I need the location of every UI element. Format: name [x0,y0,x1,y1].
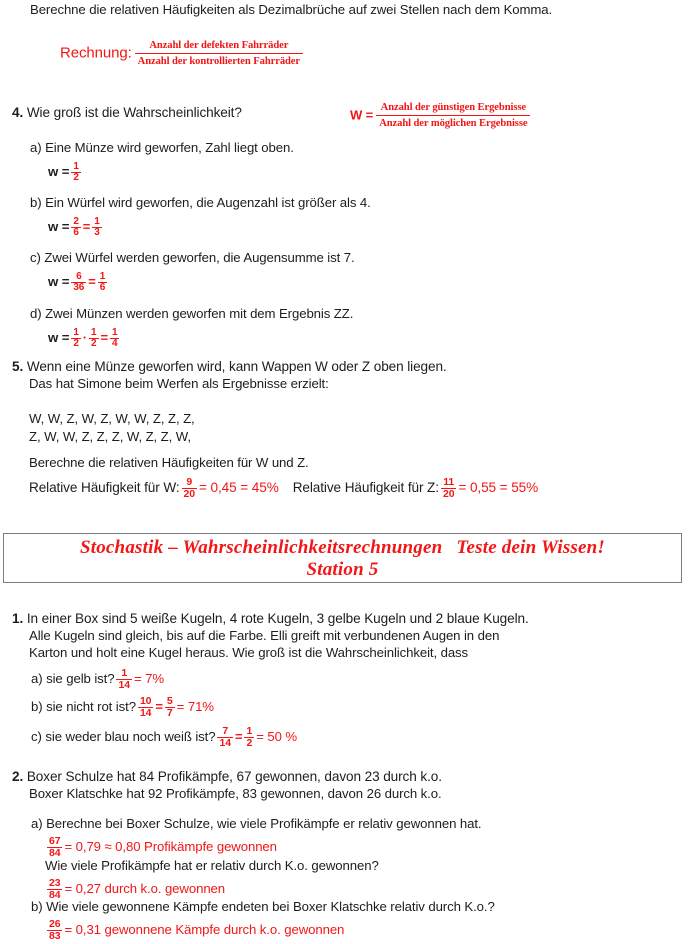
fraction-denominator: 36 [73,282,85,294]
task5-result-z-label: Relative Häufigkeit für Z: [292,479,439,495]
rechnung-denominator: Anzahl der kontrollierten Fahrräder [135,53,303,68]
task4-item-a-text [30,140,294,156]
task4-number: 4. [12,105,24,120]
task5-heading [12,359,447,375]
task2-item-a-followup: Wie viele Profikämpfe hat er relativ durch K.o. gewonnen? [45,858,379,873]
fraction-denominator: 7 [166,706,173,719]
fraction-numerator: 1 [73,161,79,172]
task2-item-a-answer [45,836,277,858]
task2-item-a-label: a) [31,816,43,831]
fraction [182,477,197,499]
operator: · [82,330,88,345]
task4-item-c-body: Zwei Würfel werden geworfen, die Augensumme ist 7. [44,250,355,265]
task2-item-a-answer-text: = 0,79 ≈ 0,80 Profikämpfe gewonnen [64,838,277,854]
fraction [441,477,456,499]
fraction-numerator: 26 [49,918,61,930]
task5-result-w-label: Relative Häufigkeit für W: [29,479,180,495]
task1-line1: In einer Box sind 5 weiße Kugeln, 4 rote Kugeln, 3 gelbe Kugeln und 2 blaue Kugeln. [26,611,529,626]
task5-results-row1: W, W, Z, W, Z, W, W, Z, Z, Z, [29,411,195,426]
operator: = [234,728,243,744]
fraction-denominator: 6 [73,227,79,239]
task4-item-d-answer [48,328,121,349]
banner-title-main: Stochastik – Wahrscheinlichkeitsrechnungen [79,537,443,558]
fraction-numerator: 1 [94,216,100,227]
task1-item-a-tail: = 7% [133,670,164,686]
fraction-denominator: 2 [73,338,79,350]
operator: = [155,698,163,714]
fraction-denominator: 2 [246,736,253,749]
fraction [165,696,175,718]
task4-heading [12,105,242,121]
fraction-numerator: 1 [112,327,118,338]
fraction [244,726,254,748]
task2-heading [12,769,442,785]
task1-item-a [31,668,164,690]
task2-item-a2-answer-text: = 0,27 durch k.o. gewonnen [64,880,226,896]
task5-result-z-value: = 0,55 = 55% [458,479,539,495]
fraction-denominator: 14 [118,678,130,691]
task4-item-c-answer [48,272,109,293]
task5-line1: Wenn eine Münze geworfen wird, kann Wappen W oder Z oben liegen. [26,359,447,374]
fraction [71,328,80,349]
banner-title-sub: Teste dein Wissen! [456,537,606,558]
task1-line3: Karton und holt eine Kugel heraus. Wie groß ist die Wahrscheinlichkeit, dass [29,645,469,660]
task2-item-b-body: Wie viele gewonnene Kämpfe endeten bei Boxer Klatschke relativ durch K.o.? [46,899,495,914]
fraction-numerator: 1 [91,327,97,338]
task4-item-b-answer [48,217,104,238]
task2-item-b-label: b) [31,899,43,914]
task2-item-b-question [31,899,495,915]
task4-item-a-answer [48,162,83,183]
task2-number: 2. [12,769,24,784]
fraction-denominator: 84 [49,888,61,901]
task4-item-a-prefix: w = [48,164,70,179]
fraction-denominator: 83 [49,929,61,942]
task1-item-c-tail: = 50 % [256,728,298,744]
fraction-denominator: 3 [94,227,100,239]
task5-line2: Das hat Simone beim Werfen als Ergebnisse erzielt: [29,376,329,391]
banner-station: Station 5 [306,559,379,580]
fraction [47,919,62,941]
fraction-numerator: 7 [222,725,229,737]
fraction-numerator: 1 [99,271,106,282]
task1-item-b-label: b) [31,698,43,714]
fraction [47,878,62,900]
fraction-denominator: 4 [112,338,118,350]
station-banner [3,533,682,583]
task4-formula-numerator: Anzahl der günstigen Ergebnisse [380,102,526,113]
task4-item-b-body: Ein Würfel wird geworfen, die Augenzahl ist größer als 4. [45,195,371,210]
fraction [217,726,232,748]
fraction [138,696,153,718]
task5-result-w [29,477,538,499]
fraction-numerator: 1 [121,667,128,679]
task4-item-c-label: c) [30,250,41,265]
fraction-numerator: 10 [139,695,152,707]
fraction-denominator: 20 [183,487,196,500]
task4-item-b-prefix: w = [48,219,70,234]
task1-item-b [31,696,214,718]
rechnung-formula [60,39,303,68]
fraction-numerator: 9 [186,476,193,488]
task2-item-b-answer-text: = 0,31 gewonnene Kämpfe durch k.o. gewonnen [64,921,345,937]
fraction-denominator: 20 [442,487,455,500]
task1-item-a-question: sie gelb ist? [46,670,115,686]
task2-item-a-body: Berechne bei Boxer Schulze, wie viele Profikämpfe er relativ gewonnen hat. [46,816,482,831]
task1-number: 1. [12,611,24,626]
task4-formula-fraction [376,101,530,130]
task4-item-c-prefix: w = [48,274,70,289]
task2-item-a2-answer [45,878,225,900]
fraction-numerator: 23 [49,877,61,889]
fraction [71,272,86,293]
task2-item-b-answer [45,919,344,941]
task4-item-a-label: a) [30,140,42,155]
top-instruction: Berechne die relativen Häufigkeiten als Dezimalbrüche auf zwei Stellen nach dem Komma. [30,2,553,17]
task4-formula-denominator: Anzahl der möglichen Ergebnisse [376,115,530,130]
task1-heading [12,611,529,627]
fraction [110,328,119,349]
task5-instruction: Berechne die relativen Häufigkeiten für W und Z. [29,455,309,470]
task1-item-b-tail: = 71% [176,698,214,714]
task1-item-c [31,726,297,748]
fraction-denominator: 84 [49,846,61,859]
task2-line2: Boxer Klatschke hat 92 Profikämpfe, 83 gewonnen, davon 26 durch k.o. [29,786,442,801]
task4-title: Wie groß ist die Wahrscheinlichkeit? [26,105,242,120]
rechnung-label: Rechnung: [60,44,132,62]
task4-item-c-text [30,250,355,266]
task4-item-b-text [30,195,371,211]
fraction [89,328,98,349]
operator: = [82,219,91,234]
fraction-denominator: 6 [99,282,106,294]
fraction-numerator: 11 [443,476,455,488]
fraction-denominator: 14 [219,736,231,749]
fraction-numerator: 2 [73,216,79,227]
fraction [98,272,107,293]
rechnung-fraction [135,39,303,68]
rechnung-numerator: Anzahl der defekten Fahrräder [149,40,289,51]
task5-result-w-value: = 0,45 = 45% [199,479,279,495]
fraction-numerator: 5 [166,695,173,707]
task1-item-a-label: a) [31,670,43,686]
task4-item-d-text [30,306,353,322]
fraction [116,668,131,690]
task1-item-c-label: c) [31,728,42,744]
fraction-denominator: 2 [91,338,97,350]
task1-item-b-question: sie nicht rot ist? [46,698,136,714]
operator: = [100,330,108,345]
task4-formula [350,101,530,130]
fraction-numerator: 6 [76,271,82,282]
fraction [71,217,80,238]
operator: = [88,274,96,289]
task1-item-c-question: sie weder blau noch weiß ist? [45,728,216,744]
fraction-numerator: 1 [73,327,79,338]
fraction-denominator: 2 [73,172,79,184]
fraction [92,217,101,238]
fraction-numerator: 1 [246,725,253,737]
task4-item-d-prefix: w = [48,330,70,345]
fraction [71,162,80,183]
fraction-denominator: 14 [139,706,152,719]
task4-item-d-body: Zwei Münzen werden geworfen mit dem Ergebnis ZZ. [45,306,354,321]
task2-line1: Boxer Schulze hat 84 Profikämpfe, 67 gewonnen, davon 23 durch k.o. [26,769,442,784]
fraction [47,836,62,858]
task2-item-a-question [31,816,481,832]
task4-item-b-label: b) [30,195,42,210]
banner-title-line1 [4,537,681,559]
task4-item-d-label: d) [30,306,42,321]
task4-item-a-body: Eine Münze wird geworfen, Zahl liegt oben. [45,140,294,155]
task4-formula-label: W = [350,107,374,123]
fraction-numerator: 67 [49,835,61,847]
task1-line2: Alle Kugeln sind gleich, bis auf die Farbe. Elli greift mit verbundenen Augen in den [29,628,500,643]
task5-results-row2: Z, W, W, Z, Z, Z, W, Z, Z, W, [29,429,191,444]
task5-number: 5. [12,359,24,374]
